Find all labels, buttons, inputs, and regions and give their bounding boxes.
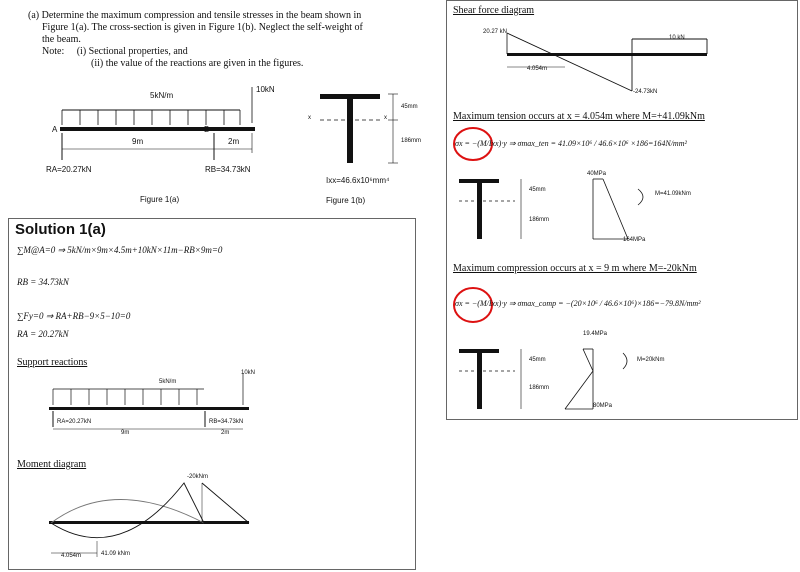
t-section xyxy=(308,90,438,170)
span1-label: 9m xyxy=(121,430,130,436)
figure-1a xyxy=(40,85,280,205)
dim-label: 45mm xyxy=(401,104,418,110)
section-heading: Shear force diagram xyxy=(453,5,535,16)
question-line: the beam. xyxy=(42,34,81,45)
support-diagram xyxy=(39,369,259,439)
dim-label: 186mm xyxy=(529,385,550,391)
distance-label: 4.054m xyxy=(527,66,548,72)
point-load-label: 10kN xyxy=(241,370,256,376)
shear-label: 20.27 kN xyxy=(483,29,508,35)
figure-1b xyxy=(308,90,438,210)
equation: σx = −(M/Ixx)·y ⇒ σmax_comp = −(20×10⁶ / 46.6×10⁶)×186=−79.8N/mm² xyxy=(455,299,701,308)
equation: RA = 20.27kN xyxy=(17,329,69,339)
moment-label: M=41.09kNm xyxy=(655,191,691,197)
tension-stress-diagram xyxy=(453,171,783,256)
span2-label: 2m xyxy=(221,430,230,436)
note-item: (i) Sectional properties, and xyxy=(76,46,188,57)
moment-label: M=20kNm xyxy=(637,357,665,363)
dim-label: 186mm xyxy=(529,217,550,223)
shear-diagram xyxy=(477,19,737,99)
ra-label: RA=20.27kN xyxy=(46,165,92,174)
span1-label: 9m xyxy=(132,137,144,146)
dim-label: 45mm xyxy=(529,357,546,363)
dim-label: 45mm xyxy=(529,187,546,193)
compression-stress-diagram xyxy=(453,341,783,419)
question-line: Figure 1(a). The cross-section is given in Figure 1(b). Neglect the self-weight of xyxy=(42,22,363,33)
equation: RB = 34.73kN xyxy=(17,277,69,287)
point-load-label: 10kN xyxy=(256,85,275,94)
axis-label-x: x xyxy=(384,115,387,121)
equation: ∑Fy=0 ⇒ RA+RB−9×5−10=0 xyxy=(17,311,131,321)
moment-label: -20kNm xyxy=(187,474,209,480)
point-b-label: B xyxy=(204,125,210,134)
solution-title: Solution 1(a) xyxy=(15,221,106,238)
figure-caption: Figure 1(a) xyxy=(140,195,180,204)
equation: ∑M@A=0 ⇒ 5kN/m×9m×4.5m+10kN×11m−RB×9m=0 xyxy=(17,245,223,255)
rb-label: RB=34.73kN xyxy=(209,419,244,425)
section-heading: Maximum tension occurs at x = 4.054m where M=+41.09kNm xyxy=(453,111,705,122)
shear-label: 10 kN xyxy=(669,35,685,41)
solution-panel xyxy=(8,218,416,570)
section-heading: Maximum compression occurs at x = 9 m where M=-20kNm xyxy=(453,263,697,274)
moment-diagram xyxy=(39,471,269,566)
analysis-panel xyxy=(446,0,798,420)
equation: σx = −(M/Ixx)·y ⇒ σmax_ten = 41.09×10⁶ / 46.6×10⁶ ×186=164N/mm² xyxy=(455,139,687,148)
note-item: (ii) the value of the reactions are given in the figures. xyxy=(91,58,304,69)
shear-label: -24.73kN xyxy=(633,89,658,95)
ra-label: RA=20.27kN xyxy=(57,419,92,425)
udl-label: 5kN/m xyxy=(159,379,177,385)
question-line: (a) Determine the maximum compression and tensile stresses in the beam shown in xyxy=(28,10,362,21)
stress-label: 40MPa xyxy=(587,171,607,177)
beam-diagram xyxy=(40,85,280,205)
span2-label: 2m xyxy=(228,137,240,146)
dim-label: 186mm xyxy=(401,138,422,144)
axis-label-x: x xyxy=(308,115,311,121)
section-heading: Moment diagram xyxy=(17,459,87,470)
ixx-label: Ixx=46.6x10⁶mm⁴ xyxy=(326,176,390,185)
stress-label: 80MPa xyxy=(593,403,613,409)
section-heading: Support reactions xyxy=(17,357,88,368)
distance-label: 4.054m xyxy=(61,553,82,559)
moment-label: 41.09 kNm xyxy=(101,551,131,557)
figure-caption: Figure 1(b) xyxy=(326,196,366,205)
note-label: Note: xyxy=(42,46,65,57)
rb-label: RB=34.73kN xyxy=(205,165,251,174)
question-text xyxy=(28,10,428,70)
stress-label: 164MPa xyxy=(623,237,646,243)
beam xyxy=(60,127,255,131)
udl-label: 5kN/m xyxy=(150,91,174,100)
stress-label: 19.4MPa xyxy=(583,331,608,337)
point-a-label: A xyxy=(52,125,58,134)
